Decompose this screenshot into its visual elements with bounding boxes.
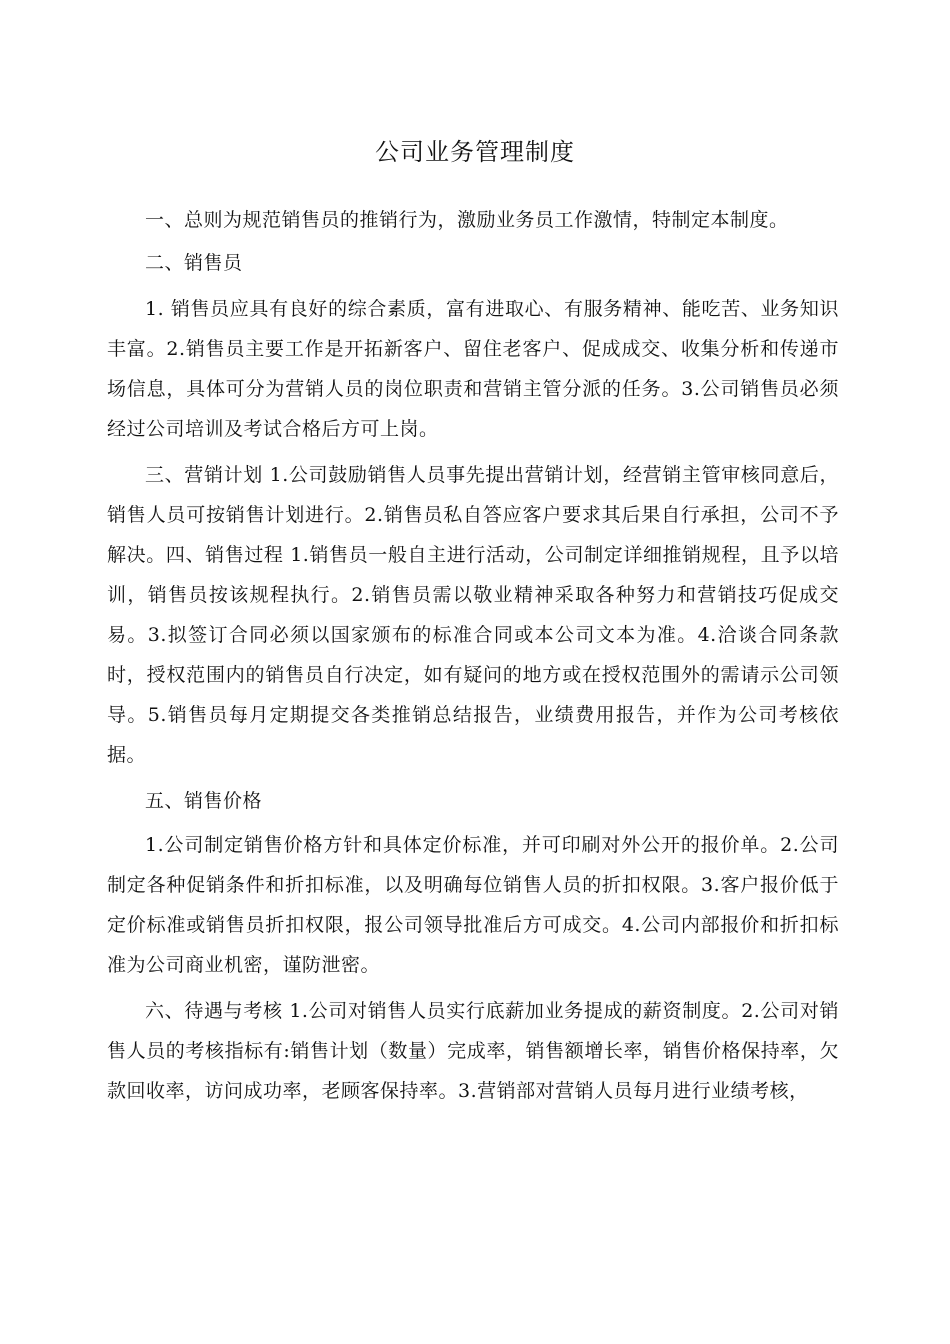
section-general-paragraph: 一、总则为规范销售员的推销行为，激励业务员工作激情，特制定本制度。 <box>145 209 789 231</box>
salesperson-requirements-paragraph: 1. 销售员应具有良好的综合素质，富有进取心、有服务精神、能吃苦、业务知识丰富。2.销售员主要工作是开拓新客户、留住老客户、促成成交、收集分析和传递市场信息，具体可分为营销人员的岗位职责和营销主管分派的任务。3.公司销售员必须经过公司培训及考试合格后方可上岗。 <box>107 298 839 440</box>
section-sales-price-heading: 五、销售价格 <box>145 790 263 812</box>
section-salesperson-heading: 二、销售员 <box>145 252 243 274</box>
marketing-plan-and-sales-process-paragraph: 三、营销计划 1.公司鼓励销售人员事先提出营销计划，经营销主管审核同意后，销售人员可按销售计划进行。2.销售员私自答应客户要求其后果自行承担，公司不予解决。四、销售过程 1.销售员一般自主进行活动，公司制定详细推销规程，且予以培训，销售员按该规程执行。2.销售员需以敬业精神采取各种努力和营销技巧促成交易。3.拟签订合同必须以国家颁布的标准合同或本公司文本为准。4.洽谈合同条款时，授权范围内的销售员自行决定，如有疑问的地方或在授权范围外的需请示公司领导。5.销售员每月定期提交各类推销总结报告，业绩费用报告，并作为公司考核依据。 <box>107 464 839 766</box>
compensation-and-assessment-paragraph: 六、待遇与考核 1.公司对销售人员实行底薪加业务提成的薪资制度。2.公司对销售人员的考核指标有:销售计划（数量）完成率，销售额增长率，销售价格保持率，欠款回收率，访问成功率，老顾客保持率。3.营销部对营销人员每月进行业绩考核， <box>107 1000 839 1102</box>
sales-price-paragraph: 1.公司制定销售价格方针和具体定价标准，并可印刷对外公开的报价单。2.公司制定各种促销条件和折扣标准，以及明确每位销售人员的折扣权限。3.客户报价低于定价标准或销售员折扣权限，报公司领导批准后方可成交。4.公司内部报价和折扣标准为公司商业机密，谨防泄密。 <box>107 834 839 976</box>
document-title: 公司业务管理制度 <box>375 138 575 166</box>
document-body <box>107 200 839 1111</box>
